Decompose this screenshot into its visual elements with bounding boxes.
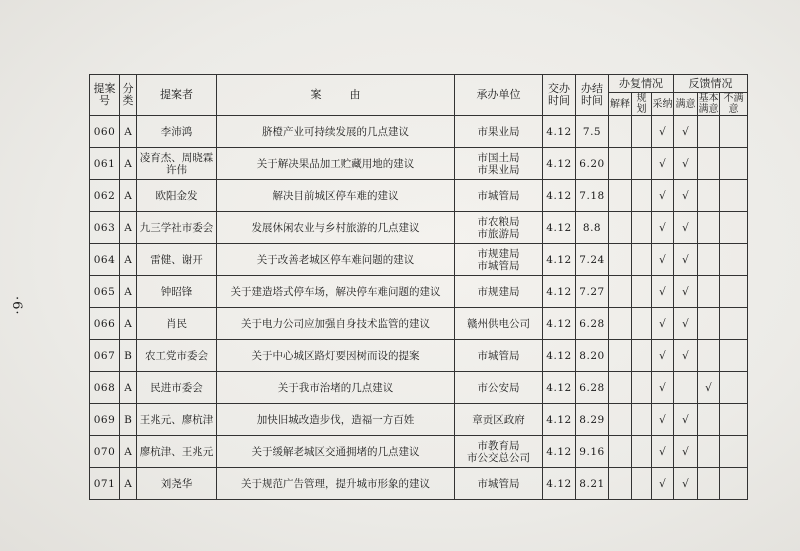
proposal-id: 067	[90, 340, 120, 372]
reason: 关于电力公司应加强自身技术监管的建议	[217, 308, 455, 340]
handling-unit	[455, 308, 543, 340]
proposer-line: 肖民	[166, 317, 187, 330]
reason: 关于中心城区路灯要因树而设的提案	[217, 340, 455, 372]
check-mark	[632, 180, 652, 212]
handling-unit	[455, 276, 543, 308]
header-id: 提案号	[90, 75, 120, 116]
proposer-line: 凌育杰、周晓霖	[139, 151, 214, 164]
reason: 发展休闲农业与乡村旅游的几点建议	[217, 212, 455, 244]
unit-line: 市教育局	[477, 439, 520, 452]
check-mark: √	[674, 212, 698, 244]
check-mark	[632, 276, 652, 308]
proposal-id: 069	[90, 404, 120, 436]
category: A	[120, 116, 137, 148]
check-mark	[609, 340, 632, 372]
proposer	[137, 372, 217, 404]
finish-time: 6.20	[576, 148, 609, 180]
reason: 关于改善老城区停车难问题的建议	[217, 244, 455, 276]
check-mark	[632, 404, 652, 436]
proposal-id: 063	[90, 212, 120, 244]
check-mark	[720, 308, 748, 340]
proposer-line: 许伟	[166, 163, 187, 176]
assign-time: 4.12	[543, 276, 576, 308]
check-mark	[609, 404, 632, 436]
reason: 解决目前城区停车难的建议	[217, 180, 455, 212]
check-mark	[609, 244, 632, 276]
category: A	[120, 276, 137, 308]
unit-line: 市果业局	[477, 163, 520, 176]
check-mark	[698, 244, 720, 276]
unit-line: 市国土局	[477, 151, 520, 164]
category: A	[120, 372, 137, 404]
check-mark: √	[652, 468, 674, 500]
finish-time: 7.18	[576, 180, 609, 212]
check-mark	[698, 308, 720, 340]
category: B	[120, 404, 137, 436]
check-mark: √	[674, 180, 698, 212]
header-reply-group: 办复情况	[609, 75, 674, 93]
unit-line: 市规建局	[477, 285, 520, 298]
header-reply-sub: 采纳	[652, 93, 674, 116]
check-mark	[632, 372, 652, 404]
finish-time: 8.20	[576, 340, 609, 372]
proposer	[137, 404, 217, 436]
check-mark	[609, 148, 632, 180]
reason: 脐橙产业可持续发展的几点建议	[217, 116, 455, 148]
proposal-id: 064	[90, 244, 120, 276]
proposer-line: 刘尧华	[160, 477, 193, 490]
header-assign-time: 交办时间	[543, 75, 576, 116]
unit-line: 章贡区政府	[472, 413, 525, 426]
finish-time: 8.21	[576, 468, 609, 500]
proposal-id: 068	[90, 372, 120, 404]
handling-unit	[455, 148, 543, 180]
check-mark	[609, 372, 632, 404]
header-unit: 承办单位	[455, 75, 543, 116]
table-row	[90, 436, 748, 468]
handling-unit	[455, 244, 543, 276]
handling-unit	[455, 212, 543, 244]
unit-line: 赣州供电公司	[467, 317, 530, 330]
check-mark	[609, 308, 632, 340]
proposal-id: 066	[90, 308, 120, 340]
table-row	[90, 372, 748, 404]
header-feedback-sub: 不满意	[720, 93, 748, 116]
proposal-id: 065	[90, 276, 120, 308]
table-row	[90, 244, 748, 276]
proposer	[137, 468, 217, 500]
unit-line: 市城管局	[477, 349, 520, 362]
check-mark	[698, 340, 720, 372]
assign-time: 4.12	[543, 468, 576, 500]
proposer	[137, 340, 217, 372]
assign-time: 4.12	[543, 436, 576, 468]
check-mark: √	[674, 116, 698, 148]
proposal-id: 062	[90, 180, 120, 212]
assign-time: 4.12	[543, 212, 576, 244]
unit-line: 市规建局	[477, 247, 520, 260]
check-mark	[698, 436, 720, 468]
check-mark: √	[674, 148, 698, 180]
finish-time: 9.16	[576, 436, 609, 468]
handling-unit	[455, 436, 543, 468]
header-feedback-sub: 基本满意	[698, 93, 719, 115]
handling-unit	[455, 372, 543, 404]
proposer	[137, 436, 217, 468]
assign-time: 4.12	[543, 244, 576, 276]
check-mark	[698, 468, 720, 500]
unit-line: 市果业局	[477, 125, 520, 138]
check-mark: √	[652, 276, 674, 308]
check-mark	[632, 212, 652, 244]
header-proposer: 提案者	[137, 75, 217, 116]
check-mark: √	[652, 404, 674, 436]
assign-time: 4.12	[543, 180, 576, 212]
reason: 关于建造塔式停车场，解决停车难问题的建议	[217, 276, 455, 308]
check-mark	[632, 436, 652, 468]
check-mark: √	[674, 340, 698, 372]
proposer	[137, 116, 217, 148]
finish-time: 7.27	[576, 276, 609, 308]
proposal-id: 060	[90, 116, 120, 148]
finish-time: 8.29	[576, 404, 609, 436]
assign-time: 4.12	[543, 372, 576, 404]
header-feedback-sub: 满意	[674, 93, 698, 116]
proposal-id: 070	[90, 436, 120, 468]
header-category: 分类	[120, 75, 137, 116]
check-mark: √	[652, 180, 674, 212]
proposer-line: 农工党市委会	[145, 349, 208, 362]
check-mark	[720, 468, 748, 500]
check-mark: √	[652, 436, 674, 468]
check-mark	[698, 116, 720, 148]
handling-unit	[455, 116, 543, 148]
check-mark	[698, 148, 720, 180]
check-mark	[698, 276, 720, 308]
reason: 关于解决果品加工贮藏用地的建议	[217, 148, 455, 180]
unit-line: 市公交总公司	[467, 451, 530, 464]
proposer-line: 雷健、谢开	[150, 253, 203, 266]
proposer-line: 民进市委会	[150, 381, 203, 394]
handling-unit	[455, 340, 543, 372]
check-mark: √	[674, 436, 698, 468]
check-mark	[632, 244, 652, 276]
check-mark	[698, 404, 720, 436]
check-mark	[609, 436, 632, 468]
check-mark	[698, 180, 720, 212]
proposal-id: 061	[90, 148, 120, 180]
check-mark	[720, 244, 748, 276]
finish-time: 7.5	[576, 116, 609, 148]
check-mark	[632, 340, 652, 372]
check-mark	[632, 468, 652, 500]
check-mark: √	[674, 244, 698, 276]
check-mark: √	[674, 468, 698, 500]
category: A	[120, 468, 137, 500]
check-mark	[609, 468, 632, 500]
check-mark	[609, 180, 632, 212]
assign-time: 4.12	[543, 340, 576, 372]
proposer-line: 李沛鸿	[160, 125, 193, 138]
check-mark	[720, 340, 748, 372]
proposer-line: 欧阳金发	[155, 189, 198, 202]
reason: 关于规范广告管理，提升城市形象的建议	[217, 468, 455, 500]
category: B	[120, 340, 137, 372]
unit-line: 市农粮局	[477, 215, 520, 228]
proposer	[137, 180, 217, 212]
check-mark	[674, 372, 698, 404]
handling-unit	[455, 468, 543, 500]
proposer-line: 王兆元、廖杭津	[139, 413, 214, 426]
proposer	[137, 244, 217, 276]
check-mark	[609, 116, 632, 148]
check-mark	[698, 212, 720, 244]
proposer-line: 廖杭津、王兆元	[139, 445, 214, 458]
header-reply-sub: 解释	[609, 93, 632, 116]
check-mark: √	[652, 116, 674, 148]
proposer	[137, 148, 217, 180]
table-row	[90, 148, 748, 180]
unit-line: 市城管局	[477, 189, 520, 202]
finish-time: 6.28	[576, 372, 609, 404]
check-mark	[720, 404, 748, 436]
proposer	[137, 212, 217, 244]
table-row	[90, 212, 748, 244]
check-mark: √	[652, 340, 674, 372]
table-row	[90, 276, 748, 308]
header-reason: 案 由	[217, 75, 455, 116]
table-row	[90, 340, 748, 372]
unit-line: 市公安局	[477, 381, 520, 394]
category: A	[120, 244, 137, 276]
reason: 加快旧城改造步伐，造福一方百姓	[217, 404, 455, 436]
finish-time: 8.8	[576, 212, 609, 244]
handling-unit	[455, 404, 543, 436]
category: A	[120, 308, 137, 340]
proposal-table	[89, 74, 748, 500]
check-mark: √	[674, 276, 698, 308]
unit-line: 市旅游局	[477, 227, 520, 240]
check-mark	[632, 308, 652, 340]
table-row	[90, 116, 748, 148]
category: A	[120, 148, 137, 180]
header-reply-sub: 规划	[632, 93, 652, 116]
table-row	[90, 404, 748, 436]
unit-line: 市城管局	[477, 259, 520, 272]
check-mark	[720, 276, 748, 308]
check-mark	[609, 212, 632, 244]
header-finish-time: 办结时间	[576, 75, 609, 116]
table-row	[90, 308, 748, 340]
check-mark: √	[674, 404, 698, 436]
finish-time: 6.28	[576, 308, 609, 340]
table-row	[90, 180, 748, 212]
check-mark: √	[652, 308, 674, 340]
check-mark: √	[652, 372, 674, 404]
assign-time: 4.12	[543, 404, 576, 436]
check-mark	[720, 148, 748, 180]
check-mark	[720, 436, 748, 468]
assign-time: 4.12	[543, 148, 576, 180]
handling-unit	[455, 180, 543, 212]
check-mark	[609, 276, 632, 308]
table-row	[90, 468, 748, 500]
proposer	[137, 308, 217, 340]
check-mark	[632, 116, 652, 148]
check-mark: √	[652, 148, 674, 180]
header-feedback-group: 反馈情况	[674, 75, 748, 93]
check-mark	[720, 372, 748, 404]
category: A	[120, 180, 137, 212]
proposer-line: 钟昭锋	[160, 285, 193, 298]
assign-time: 4.12	[543, 116, 576, 148]
reason: 关于缓解老城区交通拥堵的几点建议	[217, 436, 455, 468]
check-mark	[720, 180, 748, 212]
finish-time: 7.24	[576, 244, 609, 276]
check-mark	[632, 148, 652, 180]
check-mark: √	[674, 308, 698, 340]
page-number: ·6·	[9, 296, 24, 316]
check-mark	[720, 116, 748, 148]
check-mark: √	[698, 372, 720, 404]
category: A	[120, 436, 137, 468]
reason: 关于我市治堵的几点建议	[217, 372, 455, 404]
unit-line: 市城管局	[477, 477, 520, 490]
category: A	[120, 212, 137, 244]
proposer-line: 九三学社市委会	[139, 221, 214, 234]
proposal-id: 071	[90, 468, 120, 500]
check-mark: √	[652, 212, 674, 244]
proposer	[137, 276, 217, 308]
check-mark	[720, 212, 748, 244]
check-mark: √	[652, 244, 674, 276]
assign-time: 4.12	[543, 308, 576, 340]
